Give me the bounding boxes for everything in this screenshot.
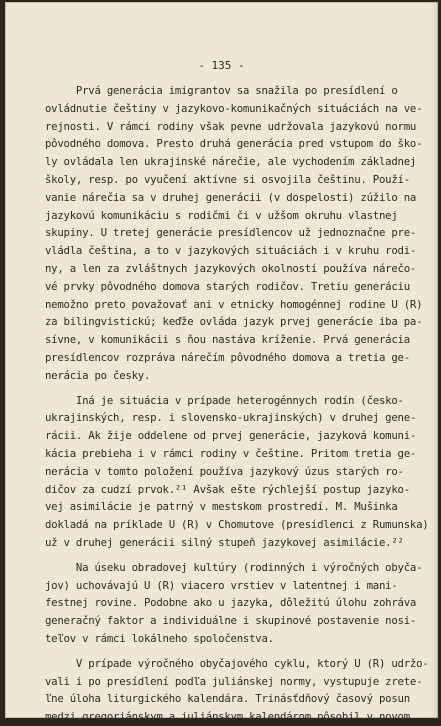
text-line: nerácia po česky. — [45, 368, 151, 382]
text-line: pôvodného domova. Presto druhá generácia pred vstupom do ško- — [45, 137, 423, 151]
text-line: skupiny. U tretej generácie presídlencov už jednoznačne pre- — [45, 226, 417, 240]
text-line: Na úseku obradovej kultúry (rodinných i výročných obyča- — [45, 560, 423, 574]
text-line: už v druhej generácii silný stupeň jazykovej asimilácie.²² — [45, 535, 404, 549]
text-line: Prvá generácia imigrantov sa snažila po presídlení o — [45, 84, 398, 97]
text-line: nerácia v tomto položení používa jazykový úzus starých ro- — [45, 464, 404, 478]
text-line: kácia prebieha i v rámci rodiny v češtine. Pritom tretia ge- — [45, 446, 417, 460]
text-line: vládla čeština, a to v jazykových situáciách i v kruhu rodi- — [45, 244, 417, 258]
text-line: jazykovú komunikáciu s rodičmi či v užšom okruhu vlastnej — [45, 208, 398, 222]
page-edge-shadow — [430, 2, 438, 718]
text-line: jov) uchovávajú U (R) viacero vrstiev v latentnej i mani- — [45, 578, 398, 592]
body-text — [45, 82, 429, 726]
text-line: dokladá na príklade U (R) v Chomutove (presídlenci z Rumunska) — [45, 518, 429, 532]
page-number: - 135 - — [198, 59, 245, 72]
text-line: vé prvky pôvodného domova starých rodičov. Tretiu generáciu — [45, 279, 410, 293]
text-line: presídlencov rozpráva nárečím pôvodného domova a tretia ge- — [45, 350, 410, 364]
text-line: vej asimilácie je patrný v mestskom prostredí. M. Mušinka — [45, 500, 398, 514]
text-line: rácii. Ak žije oddelene od prvej generácie, jazyková komuni- — [45, 429, 417, 443]
text-line: teľov v rámci lokálneho spoločenstva. — [45, 631, 274, 645]
text-line: nemožno preto považovať ani v etnicky homogénnej rodine U (R) — [45, 297, 423, 311]
text-line: generačný faktor a individuálne i skupinové postavenie nosi- — [45, 614, 417, 628]
text-line: vali i po presídlení podľa juliánskej normy, vystupuje zrete- — [45, 674, 423, 688]
text-line: ly ovládala len ukrajinské nárečie, ale vychodením základnej — [45, 155, 417, 169]
text-line: za bilingvistickú; keďže ovláda jazyk prvej generácie iba pa- — [45, 315, 423, 329]
paragraph-ritual-culture — [45, 559, 423, 648]
document-page — [5, 2, 438, 724]
paragraph-heterogeneous-families — [45, 392, 429, 552]
text-line: dičov za cudzí prvok.²¹ Avšak ešte rýchlejší postup jazyko- — [45, 482, 410, 496]
text-line: Iná je situácia v prípade heterogénnych rodín (česko- — [45, 393, 404, 407]
text-line: V prípade výročného obyčajového cyklu, ktorý U (R) udržo- — [45, 656, 429, 670]
text-line: sívne, v komunikácii s ňou nastáva kríženie. Prvá generácia — [45, 333, 410, 347]
text-line: ovládnutie češtiny v jazykovo-komunikačných situáciách na ve- — [45, 101, 423, 115]
text-line: festnej rovine. Podobne ako u jazyka, dôležitú úlohu zohráva — [45, 596, 417, 610]
text-line: vanie nárečia sa v druhej generácii (v dospelosti) zúžilo na — [45, 190, 417, 204]
paragraph-annual-cycle — [45, 655, 429, 726]
text-line: ny, a len za zvláštnych jazykových okolností používa nárečo- — [45, 261, 417, 275]
text-line: ľne úloha liturgického kalendára. Trinásťdňový časový posun — [45, 692, 410, 706]
text-line: školy, resp. po vyučení aktívne si osvojila češtinu. Použí- — [45, 172, 410, 186]
text-line: medzi gregoriánskym a juliánskym kalendárom pôsobil v novom — [45, 710, 410, 724]
paragraph-first-generation — [45, 82, 423, 385]
text-line: ukrajinských, resp. i slovensko-ukrajinských) v druhej gene- — [45, 411, 417, 425]
text-line: rejnosti. V rámci rodiny však pevne udržovala jazykovú normu — [45, 119, 417, 133]
